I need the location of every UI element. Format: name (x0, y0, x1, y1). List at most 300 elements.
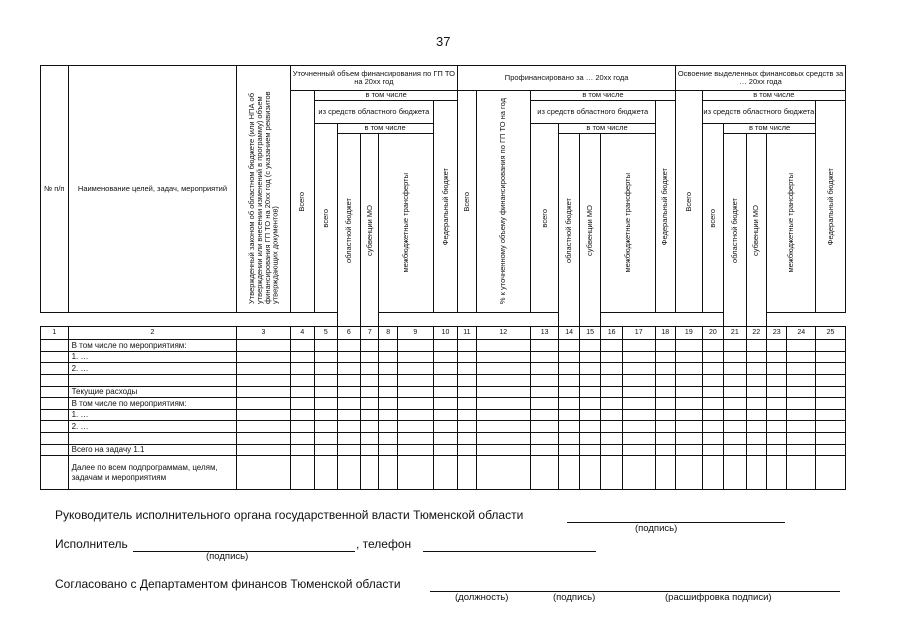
table-cell (337, 409, 361, 421)
table-cell (41, 386, 69, 398)
row-label: 2. … (68, 363, 237, 375)
table-cell (767, 363, 787, 375)
table-cell (315, 456, 338, 490)
table-cell (315, 421, 338, 433)
column-number: 16 (601, 327, 622, 340)
table-cell (787, 363, 816, 375)
table-row (41, 456, 846, 490)
table-cell (41, 363, 69, 375)
table-cell (379, 421, 397, 433)
header-from-regional: из средств областного бюджета (315, 101, 434, 124)
table-cell (315, 351, 338, 363)
table-cell (724, 421, 747, 433)
table-cell (676, 409, 703, 421)
table-cell (361, 363, 379, 375)
table-cell (579, 351, 600, 363)
table-cell (361, 340, 379, 352)
executor-label: Исполнитель (55, 537, 128, 551)
table-cell (458, 340, 476, 352)
table-cell (787, 398, 816, 410)
table-cell (476, 456, 530, 490)
table-cell (816, 409, 846, 421)
table-cell (290, 386, 315, 398)
header-including: в том числе (315, 91, 458, 101)
table-cell (290, 456, 315, 490)
table-cell (559, 432, 579, 444)
table-cell (237, 456, 290, 490)
table-cell (702, 456, 723, 490)
table-cell (655, 363, 675, 375)
financing-report-table (40, 65, 846, 490)
table-cell (579, 398, 600, 410)
table-cell (337, 351, 361, 363)
table-cell (655, 421, 675, 433)
table-cell (655, 456, 675, 490)
table-cell (787, 386, 816, 398)
table-cell (337, 421, 361, 433)
table-cell (458, 351, 476, 363)
table-cell (337, 363, 361, 375)
table-cell (290, 432, 315, 444)
table-cell (579, 432, 600, 444)
table-cell (787, 444, 816, 456)
table-cell (601, 456, 622, 490)
table-cell (702, 432, 723, 444)
table-cell (622, 340, 655, 352)
table-cell (379, 375, 397, 387)
table-cell (724, 340, 747, 352)
table-cell (41, 444, 69, 456)
table-cell (397, 386, 433, 398)
header-including: в том числе (337, 124, 433, 134)
column-number: 14 (559, 327, 579, 340)
column-number: 22 (746, 327, 766, 340)
column-number: 10 (433, 327, 458, 340)
header-including: в том числе (724, 124, 816, 134)
table-cell (724, 375, 747, 387)
table-cell (655, 409, 675, 421)
table-cell (315, 432, 338, 444)
table-cell (816, 432, 846, 444)
table-cell (816, 421, 846, 433)
table-cell (379, 351, 397, 363)
table-body (41, 340, 846, 490)
table-cell (676, 363, 703, 375)
table-cell (816, 444, 846, 456)
table-row (41, 351, 846, 363)
table-cell (237, 386, 290, 398)
header-interbudget: межбюджетные трансферты (601, 134, 655, 313)
table-cell (41, 456, 69, 490)
table-cell (290, 351, 315, 363)
table-cell (458, 456, 476, 490)
row-label: Далее по всем подпрограммам, целям, задачам и мероприятиям (68, 456, 237, 490)
table-cell (530, 444, 559, 456)
table-cell (601, 421, 622, 433)
table-cell (476, 409, 530, 421)
column-number: 20 (702, 327, 723, 340)
table-cell (315, 375, 338, 387)
table-cell (746, 421, 766, 433)
table-cell (315, 386, 338, 398)
column-number: 25 (816, 327, 846, 340)
header-subventions: субвенции МО (746, 134, 766, 327)
table-cell (379, 444, 397, 456)
table-cell (622, 398, 655, 410)
table-cell (337, 340, 361, 352)
header-from-regional: из средств областного бюджета (530, 101, 655, 124)
table-cell (579, 363, 600, 375)
table-cell (476, 444, 530, 456)
table-cell (530, 409, 559, 421)
table-cell (702, 375, 723, 387)
table-cell (433, 351, 458, 363)
table-row (41, 398, 846, 410)
header-total: Всего (676, 91, 703, 313)
table-cell (724, 409, 747, 421)
table-cell (530, 398, 559, 410)
table-cell (379, 340, 397, 352)
table-cell (816, 398, 846, 410)
header-including: в том числе (530, 91, 675, 101)
table-cell (530, 375, 559, 387)
table-cell (579, 456, 600, 490)
table-cell (724, 386, 747, 398)
table-cell (337, 444, 361, 456)
table-cell (559, 421, 579, 433)
table-cell (601, 432, 622, 444)
table-cell (655, 375, 675, 387)
table-cell (746, 363, 766, 375)
table-cell (433, 375, 458, 387)
table-cell (746, 351, 766, 363)
row-label: 2. … (68, 421, 237, 433)
header-federal-budget: Федеральный бюджет (816, 101, 846, 313)
header-including: в том числе (559, 124, 655, 134)
head-label: Руководитель исполнительного органа государственной власти Тюменской области (55, 508, 524, 522)
header-from-regional: из средств областного бюджета (702, 101, 816, 124)
column-number: 3 (237, 327, 290, 340)
table-cell (315, 398, 338, 410)
table-cell (458, 375, 476, 387)
table-cell (767, 340, 787, 352)
table-cell (767, 432, 787, 444)
table-row (41, 421, 846, 433)
table-cell (337, 375, 361, 387)
table-cell (601, 409, 622, 421)
table-cell (41, 351, 69, 363)
row-label: Текущие расходы (68, 386, 237, 398)
table-cell (676, 398, 703, 410)
table-cell (433, 432, 458, 444)
table-cell (315, 340, 338, 352)
table-cell (787, 432, 816, 444)
header-federal-budget: Федеральный бюджет (655, 101, 675, 313)
table-cell (622, 432, 655, 444)
table-cell (816, 386, 846, 398)
table-cell (530, 456, 559, 490)
table-cell (458, 386, 476, 398)
table-cell (397, 444, 433, 456)
table-cell (787, 456, 816, 490)
table-cell (601, 351, 622, 363)
column-number: 11 (458, 327, 476, 340)
table-cell (237, 432, 290, 444)
table-cell (767, 375, 787, 387)
table-cell (237, 363, 290, 375)
table-cell (702, 398, 723, 410)
table-cell (433, 340, 458, 352)
table-cell (601, 398, 622, 410)
table-cell (433, 456, 458, 490)
table-row (41, 432, 846, 444)
table-cell (337, 398, 361, 410)
row-label: 1. … (68, 409, 237, 421)
table-cell (724, 398, 747, 410)
table-cell (361, 398, 379, 410)
column-number: 21 (724, 327, 747, 340)
table-cell (361, 456, 379, 490)
table-cell (816, 351, 846, 363)
table-cell (530, 340, 559, 352)
table-cell (476, 375, 530, 387)
table-cell (458, 444, 476, 456)
header-interbudget: межбюджетные трансферты (767, 134, 816, 313)
table-row (41, 363, 846, 375)
header-group-mastered: Освоение выделенных финансовых средств за … 20хх года (676, 66, 846, 91)
table-cell (655, 444, 675, 456)
table-cell (41, 432, 69, 444)
table-cell (361, 432, 379, 444)
agreed-label: Согласовано с Департаментом финансов Тюменской области (55, 577, 401, 591)
table-cell (655, 432, 675, 444)
table-cell (767, 421, 787, 433)
header-subventions: субвенции МО (361, 134, 379, 327)
column-number: 15 (579, 327, 600, 340)
table-cell (601, 340, 622, 352)
table-cell (361, 421, 379, 433)
table-cell (458, 363, 476, 375)
column-number: 8 (379, 327, 397, 340)
table-cell (787, 409, 816, 421)
table-cell (702, 386, 723, 398)
column-number: 4 (290, 327, 315, 340)
table-cell (458, 398, 476, 410)
header-group-financed: Профинансировано за … 20хх года (458, 66, 676, 91)
table-cell (655, 386, 675, 398)
table-cell (237, 375, 290, 387)
table-cell (379, 386, 397, 398)
table-cell (559, 363, 579, 375)
table-cell (379, 409, 397, 421)
table-cell (676, 456, 703, 490)
table-cell (361, 386, 379, 398)
table-cell (290, 340, 315, 352)
table-cell (290, 375, 315, 387)
column-number: 12 (476, 327, 530, 340)
table-cell (315, 409, 338, 421)
row-label: 1. … (68, 351, 237, 363)
column-number: 23 (767, 327, 787, 340)
table-cell (433, 363, 458, 375)
table-cell (724, 363, 747, 375)
table-cell (767, 444, 787, 456)
table-cell (530, 363, 559, 375)
table-cell (237, 444, 290, 456)
table-cell (458, 421, 476, 433)
table-cell (237, 340, 290, 352)
table-cell (290, 421, 315, 433)
row-label: Всего на задачу 1.1 (68, 444, 237, 456)
table-cell (579, 340, 600, 352)
table-cell (530, 432, 559, 444)
table-cell (601, 375, 622, 387)
table-cell (702, 444, 723, 456)
table-cell (746, 340, 766, 352)
table-cell (476, 398, 530, 410)
table-cell (767, 398, 787, 410)
column-number: 1 (41, 327, 69, 340)
table-cell (559, 351, 579, 363)
table-cell (559, 409, 579, 421)
table-cell (787, 421, 816, 433)
table-cell (397, 351, 433, 363)
table-cell (724, 432, 747, 444)
table-cell (397, 432, 433, 444)
position-caption: (должность) (455, 592, 509, 603)
table-cell (622, 363, 655, 375)
header-including: в том числе (702, 91, 845, 101)
header-regional-budget: областной бюджет (337, 134, 361, 327)
table-cell (746, 386, 766, 398)
table-cell (433, 386, 458, 398)
table-row (41, 409, 846, 421)
table-cell (746, 375, 766, 387)
column-number: 9 (397, 327, 433, 340)
executor-signature-caption: (подпись) (206, 551, 249, 562)
table-cell (622, 375, 655, 387)
header-total: Всего (290, 91, 315, 313)
table-cell (379, 456, 397, 490)
column-number: 5 (315, 327, 338, 340)
table-cell (559, 340, 579, 352)
table-cell (702, 351, 723, 363)
table-cell (41, 421, 69, 433)
row-label (68, 375, 237, 387)
table-cell (337, 386, 361, 398)
head-signature-caption: (подпись) (635, 523, 678, 534)
table-cell (601, 363, 622, 375)
table-cell (579, 386, 600, 398)
column-number: 13 (530, 327, 559, 340)
table-cell (579, 421, 600, 433)
table-cell (787, 351, 816, 363)
table-cell (559, 456, 579, 490)
table-cell (579, 375, 600, 387)
table-cell (559, 398, 579, 410)
table-cell (476, 432, 530, 444)
table-cell (724, 456, 747, 490)
header-num: № п/п (41, 66, 69, 313)
table-row (41, 386, 846, 398)
table-cell (433, 444, 458, 456)
table-cell (397, 456, 433, 490)
table-cell (787, 340, 816, 352)
column-numbers-row (41, 327, 846, 340)
table-cell (767, 409, 787, 421)
table-cell (290, 409, 315, 421)
table-cell (655, 340, 675, 352)
table-cell (433, 398, 458, 410)
table-cell (622, 409, 655, 421)
table-cell (676, 351, 703, 363)
table-cell (676, 375, 703, 387)
table-cell (41, 340, 69, 352)
column-number: 24 (787, 327, 816, 340)
table-cell (702, 340, 723, 352)
table-cell (622, 456, 655, 490)
table-cell (361, 444, 379, 456)
table-cell (746, 432, 766, 444)
table-cell (379, 363, 397, 375)
row-label (68, 432, 237, 444)
table-cell (476, 421, 530, 433)
table-row (41, 375, 846, 387)
phone-line (423, 551, 596, 552)
table-cell (397, 398, 433, 410)
table-cell (724, 444, 747, 456)
table-cell (579, 409, 600, 421)
table-cell (559, 375, 579, 387)
table-cell (361, 375, 379, 387)
table-cell (816, 375, 846, 387)
table-cell (530, 351, 559, 363)
agreed-signature-caption: (подпись) (553, 592, 596, 603)
table-row (41, 340, 846, 352)
header-total: Всего (458, 91, 476, 313)
table-cell (601, 386, 622, 398)
table-cell (397, 340, 433, 352)
table-cell (746, 409, 766, 421)
table-cell (816, 363, 846, 375)
table-cell (458, 409, 476, 421)
header-regional-budget: областной бюджет (559, 134, 579, 327)
column-number: 19 (676, 327, 703, 340)
table-cell (724, 351, 747, 363)
header-vsego: всего (530, 124, 559, 313)
header-name: Наименование целей, задач, мероприятий (68, 66, 237, 313)
table-cell (746, 398, 766, 410)
header-regional-budget: областной бюджет (724, 134, 747, 327)
table-cell (337, 456, 361, 490)
table-cell (767, 456, 787, 490)
table-cell (702, 363, 723, 375)
table-cell (676, 444, 703, 456)
table-cell (676, 340, 703, 352)
table-cell (433, 409, 458, 421)
table-cell (433, 421, 458, 433)
header-interbudget: межбюджетные трансферты (379, 134, 433, 313)
column-number: 17 (622, 327, 655, 340)
table-cell (458, 432, 476, 444)
table-cell (530, 386, 559, 398)
table-cell (315, 363, 338, 375)
table-cell (622, 351, 655, 363)
table-cell (476, 386, 530, 398)
table-cell (476, 363, 530, 375)
row-label: В том числе по мероприятиям: (68, 340, 237, 352)
table-cell (816, 456, 846, 490)
